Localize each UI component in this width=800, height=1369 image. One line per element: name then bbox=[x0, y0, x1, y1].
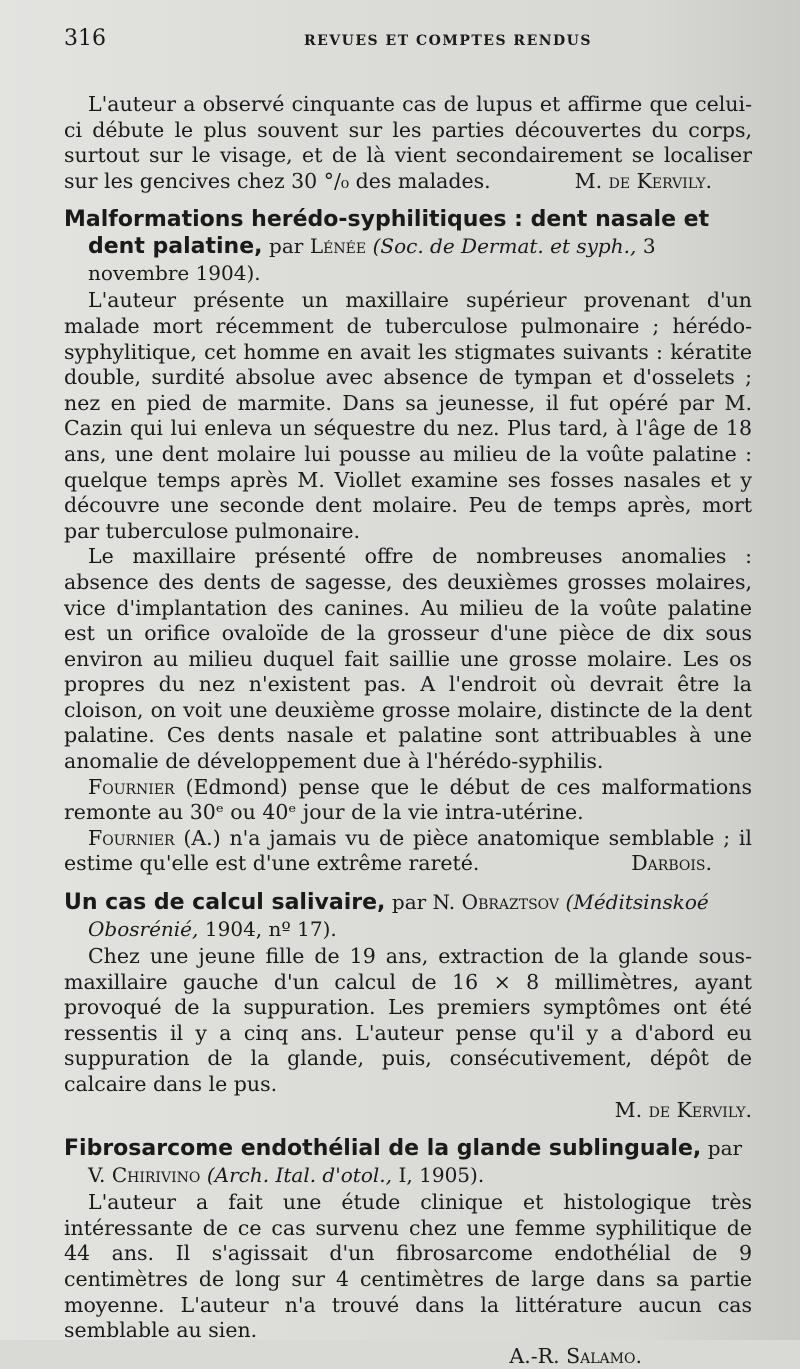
review-author: Chirivino bbox=[111, 1163, 201, 1188]
review-lupus bbox=[64, 92, 752, 194]
review-paragraph: Le maxillaire présenté offre de nombreuses anomalies : absence des dents de sagesse, des deuxièmes grosses molaires, vice d'implantation des canines. Au milieu de la voûte palatine est un orifice ovaloïde de la grosseur d'une pièce de dix sous environ au milieu duquel fait saillie une grosse molaire. Les os propres du nez n'existent pas. A l'endroit où devrait être la cloison, on voit une deuxième grosse molaire, distincte de la dent palatine. Ces dents nasale et palatine sont attribuables à une anomalie de développement due à l'hérédo-syphilis. bbox=[64, 544, 752, 774]
review-by: par N. bbox=[391, 890, 456, 915]
review-heading bbox=[64, 889, 752, 942]
review-source: (Arch. Ital. d'otol., bbox=[206, 1163, 392, 1188]
review-signature: A.-R. Salamo. bbox=[509, 1343, 642, 1368]
review-title: Malformations herédo-syphilitiques : dent nasale et dent palatine, bbox=[64, 207, 710, 260]
review-paragraph bbox=[64, 92, 752, 194]
review-paragraph-text: (Edmond) pense que le début de ces malformations remonte au 30ᵉ ou 40ᵉ jour de la vie intra-utérine. bbox=[64, 774, 752, 825]
review-source: (Méditsinskoé Obosrénié, bbox=[88, 890, 709, 942]
review-signature: Darbois. bbox=[631, 851, 712, 876]
review-title: Un cas de calcul salivaire, bbox=[64, 890, 386, 916]
review-paragraph-text: L'auteur a observé cinquante cas de lupus et affirme que celui-ci débute le plus souvent sur les parties découvertes du corps, surtout sur le visage, et de là vient secondairement se localiser sur les gencives chez 30 °/₀ des malades. bbox=[64, 92, 752, 193]
review-date: I, 1905). bbox=[398, 1163, 485, 1188]
review-heading bbox=[64, 206, 752, 286]
review-source: (Soc. de Dermat. et syph., bbox=[372, 234, 637, 259]
review-author: Obraztsov bbox=[461, 890, 560, 915]
review-signature: M. de Kervily. bbox=[574, 168, 712, 193]
review-by: par V. bbox=[88, 1136, 743, 1188]
cited-name: Fournier bbox=[88, 825, 175, 850]
review-paragraph: Chez une jeune fille de 19 ans, extraction de la glande sous-maxillaire gauche d'un calcul de 16 × 8 millimètres, ayant provoqué de la suppuration. Les premiers symptômes ont été ressentis il y a cinq ans. L'auteur pense qu'il y a d'abord eu suppuration de la glande, puis, consécutivement, dépôt de calcaire dans le pus. bbox=[64, 944, 752, 1096]
review-date: 3 novembre 1904). bbox=[88, 234, 656, 286]
review-date: 1904, nº 17). bbox=[204, 917, 337, 942]
review-paragraph bbox=[64, 826, 752, 877]
page-number: 316 bbox=[64, 26, 106, 51]
review-author: Lénée bbox=[309, 234, 367, 259]
review-paragraph: L'auteur a fait une étude clinique et histologique très intéressante de ce cas survenu chez une femme syphilitique de 44 ans. Il s'agissait d'un fibrosarcome endothélial de 9 centimètres de long sur 4 centimètres de large dans sa partie moyenne. L'auteur n'a trouvé dans la littérature aucun cas semblable au sien. bbox=[64, 1190, 752, 1343]
review-calcul bbox=[64, 889, 752, 1123]
review-signature: M. de Kervily. bbox=[614, 1097, 752, 1122]
running-header bbox=[64, 26, 752, 62]
review-heading bbox=[64, 1135, 752, 1188]
review-by: par bbox=[269, 234, 304, 259]
review-paragraph-text: (A.) n'a jamais vu de pièce anatomique semblable ; il estime qu'elle est d'une extrême rareté. bbox=[64, 825, 752, 876]
running-title: REVUES ET COMPTES RENDUS bbox=[304, 33, 592, 49]
review-paragraph bbox=[64, 775, 752, 826]
review-malformations bbox=[64, 206, 752, 877]
cited-name: Fournier bbox=[88, 774, 175, 799]
review-paragraph: L'auteur présente un maxillaire supérieur provenant d'un malade mort récemment de tuberculose pulmonaire ; hérédo-syphylitique, cet homme en avait les stigmates suivants : kératite double, surdité absolue avec absence de tympan et d'osselets ; nez en pied de marmite. Dans sa jeunesse, il fut opéré par M. Cazin qui lui enleva un séquestre du nez. Plus tard, à l'âge de 18 ans, une dent molaire lui pousse au milieu de la voûte palatine : quelque temps après M. Viollet examine ses fosses nasales et y découvre une seconde dent molaire. Peu de temps après, mort par tuberculose pulmonaire. bbox=[64, 288, 752, 543]
review-title: Fibrosarcome endothélial de la glande sublinguale, bbox=[64, 1136, 702, 1162]
review-fibrosarcome bbox=[64, 1135, 752, 1369]
